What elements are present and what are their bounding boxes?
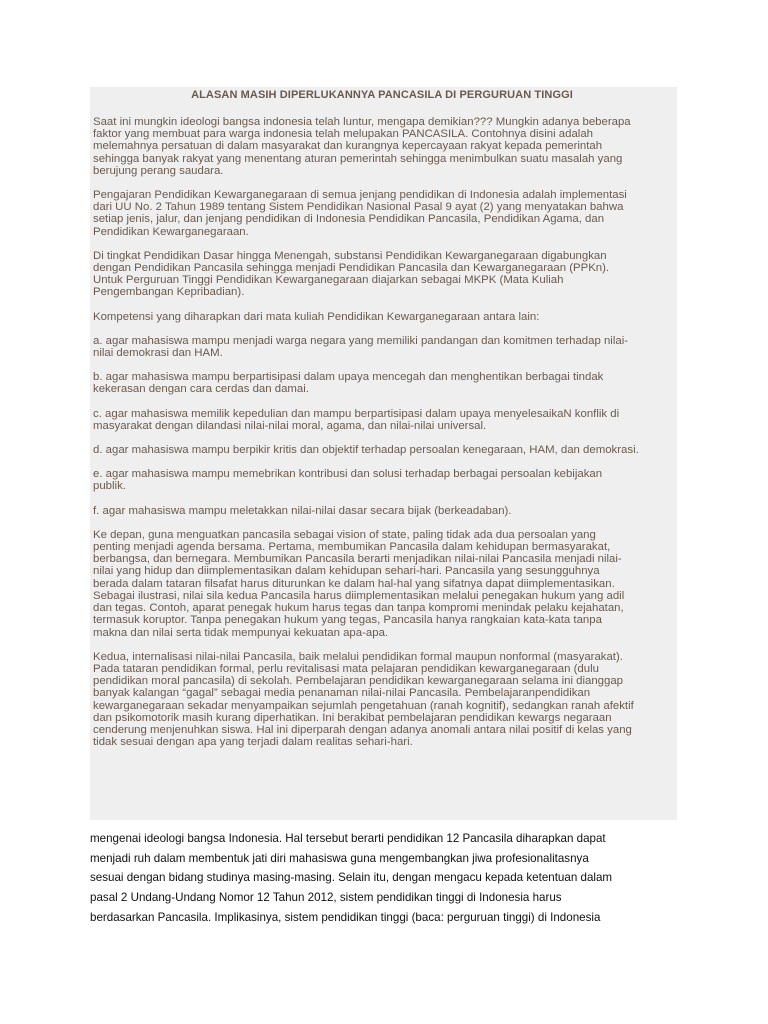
scanned-article (90, 87, 677, 820)
article-title: ALASAN MASIH DIPERLUKANNYA PANCASILA DI PERGURUAN TINGGI (191, 89, 573, 101)
continuation-text: mengenai ideologi bangsa Indonesia. Hal tersebut berarti pendidikan 12 Pancasila diharapkan dapat menjadi ruh dalam membentuk jati diri mahasiswa guna mengembangkan jiwa profesionalitasnya sesuai dengan bidang studinya masing-masing. Selain itu, dengan mengacu kepada ketentuan dalam pasal 2 Undang-Undang Nomor 12 Tahun 2012, sistem pendidikan tinggi di Indonesia harus berdasarkan Pancasila. Implikasinya, sistem pendidikan tinggi (baca: perguruan tinggi) di Indonesia (90, 832, 613, 924)
paragraph-second-issue: Kedua, internalisasi nilai-nilai Pancasila, baik melalui pendidikan formal maupun nonformal (masyarakat). Pada tataran pendidikan formal, perlu revitalisasi mata pelajaran pendidikan kewarganegaraan (dulu pendidikan moral pancasila) di sekolah. Pembelajaran pendidikan kewarganegaraan selama ini dianggap banyak kalangan “gagal” sebagai media penanaman nilai-nilai Pancasila. Pembelajaranpendidikan kewarganegaraan sekadar menyampaikan sejumlah pengetahuan (ranah kognitif), sedangkan ranah afektif dan psikomotorik masih kurang diperhatikan. Ini berakibat pembelajaran pendidikan kewargs negaraan cenderung menjenuhkan siswa. Hal ini diperparah dengan adanya anomali antara nilai positif di kelas yang tidak sesuai dengan apa yang terjadi dalam realitas sehari-hari. (93, 650, 634, 749)
competency-item-e: e. agar mahasiswa mampu memebrikan kontribusi dan solusi terhadap berbagai persoalan kebijakan publik. (93, 468, 603, 493)
competency-item-a: a. agar mahasiswa mampu menjadi warga negara yang memiliki pandangan dan komitmen terhadap nilai- nilai demokrasi dan HAM. (93, 334, 629, 360)
paragraph-intro: Saat ini mungkin ideologi bangsa indonesia telah luntur, mengapa demikian??? Mungkin adanya beberapa faktor yang membuat para warga indonesia telah melupakan PANCASILA. Contohnya disini adalah melemahnya persatuan di dalam masyarakat dan kurangnya kepercayaan rakyat kepada pemerintah sehingga banyak rakyat yang menentang aturan pemerintah sehingga menimbulkan suatu masalah yang berujung perang saudara. (93, 116, 631, 177)
paragraph-teaching: Pengajaran Pendidikan Kewarganegaraan di semua jenjang pendidikan di Indonesia adalah implementasi dari UU No. 2 Tahun 1989 tentang Sistem Pendidikan Nasional Pasal 9 ayat (2) yang menyatakan bahwa setiap jenis, jalur, dan jenjang pendidikan di Indonesia Pendidikan Pancasila, Pendidikan Agama, dan Pendidikan Kewarganegaraan. (93, 189, 627, 238)
competency-item-c: c. agar mahasiswa memilik kepedulian dan mampu berpartisipasi dalam upaya menyelesaikaN konflik di masyarakat dengan dilandasi nilai-nilai moral, agama, dan nilai-nilai universal. (93, 407, 620, 432)
competency-item-b: b. agar mahasiswa mampu berpartisipasi dalam upaya mencegah dan menghentikan berbagai tindak kekerasan dengan cara cerdas dan damai. (93, 371, 604, 396)
competency-item-f: f. agar mahasiswa mampu meletakkan nilai-nilai dasar secara bijak (berkeadaban). (93, 504, 512, 517)
paragraph-competencies: Kompetensi yang diharapkan dari mata kuliah Pendidikan Kewarganegaraan antara lain: (93, 310, 540, 323)
competency-item-d: d. agar mahasiswa mampu berpikir kritis dan objektif terhadap persoalan kenegaraan, HAM, dan demokrasi. (93, 444, 639, 457)
paragraph-levels: Di tingkat Pendidikan Dasar hingga Menengah, substansi Pendidikan Kewarganegaraan digabungkan dengan Pendidikan Pancasila sehingga menjadi Pendidikan Pancasila dan Kewarganegaraan (PPKn). Untuk Perguruan Tinggi Pendidikan Kewarganegaraan diajarkan sebagai MKPK (Mata Kuliah Pengembangan Kepribadian). (93, 249, 610, 299)
paragraph-first-issue: Ke depan, guna menguatkan pancasila sebagai vision of state, paling tidak ada dua persoalan yang penting menjadi agenda bersama. Pertama, membumikan Pancasila dalam kehidupan bermasyarakat, berbangsa, dan bernegara. Membumikan Pancasila berarti menjadikan nilai-nilai Pancasila menjadi nilai- nilai yang hidup dan diimplementasikan dalam kehidupan sehari-hari. Pancasila yang sesungguhnya berada dalam tataran filsafat harus diturunkan ke dalam hal-hal yang sifatnya dapat diimplementasikan. Sebagai ilustrasi, nilai sila kedua Pancasila harus diimplementasikan melalui penegakan hukum yang adil dan tegas. Contoh, aparat penegak hukum harus tegas dan tanpa kompromi menindak pelaku kejahatan, termasuk koruptor. Tanpa penegakan hukum yang tegas, Pancasila hanya rangkaian kata-kata tanpa makna dan nilai serta tidak mempunyai kekuatan apa-apa. (93, 528, 625, 639)
